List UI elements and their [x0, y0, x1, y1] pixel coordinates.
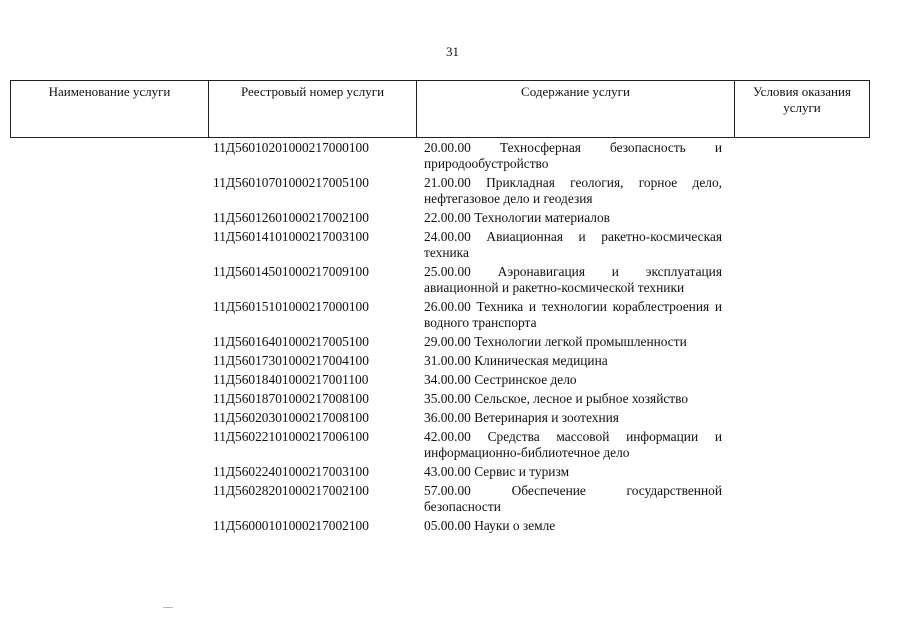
- table-row: [0, 518, 905, 537]
- service-content: 34.00.00 Сестринское дело: [424, 372, 577, 387]
- service-content: 24.00.00 Авиационная и ракетно-космическая техника: [424, 229, 722, 260]
- table-row: [0, 210, 905, 229]
- service-content: 42.00.00 Средства массовой информации и информационно-библиотечное дело: [424, 429, 722, 460]
- table-body: [0, 140, 905, 537]
- service-content: 31.00.00 Клиническая медицина: [424, 353, 608, 368]
- registry-number: 11Д56020301000217008100: [213, 410, 369, 425]
- table-row: [0, 353, 905, 372]
- service-content: 05.00.00 Науки о земле: [424, 518, 556, 533]
- registry-number: 11Д56018401000217001100: [213, 372, 369, 387]
- service-content: 43.00.00 Сервис и туризм: [424, 464, 570, 479]
- registry-number: 11Д56000101000217002100: [213, 518, 369, 533]
- registry-number: 11Д56010201000217000100: [213, 140, 369, 155]
- service-content: 25.00.00 Аэронавигация и эксплуатация авиационной и ракетно-космической техники: [424, 264, 722, 295]
- table-row: [0, 429, 905, 464]
- table-row: [0, 372, 905, 391]
- table-row: [0, 391, 905, 410]
- table-header: [10, 80, 870, 138]
- table-row: [0, 334, 905, 353]
- service-content: 57.00.00 Обеспечение государственной безопасности: [424, 483, 722, 514]
- service-content: 22.00.00 Технологии материалов: [424, 210, 610, 225]
- registry-number: 11Д56022401000217003100: [213, 464, 369, 479]
- page-number: 31: [446, 44, 459, 59]
- header-service-conditions: Условия оказания услуги: [753, 84, 851, 115]
- registry-number: 11Д56014501000217009100: [213, 264, 369, 279]
- header-registry-number: Реестровый номер услуги: [209, 81, 417, 137]
- table-row: [0, 299, 905, 334]
- service-content: 35.00.00 Сельское, лесное и рыбное хозяйство: [424, 391, 689, 406]
- table-row: [0, 264, 905, 299]
- table-row: [0, 140, 905, 175]
- service-content: 20.00.00 Техносферная безопасность и природообустройство: [424, 140, 722, 171]
- service-content: 29.00.00 Технологии легкой промышленности: [424, 334, 687, 349]
- table-row: [0, 464, 905, 483]
- registry-number: 11Д56010701000217005100: [213, 175, 369, 190]
- service-content: 21.00.00 Прикладная геология, горное дело, нефтегазовое дело и геодезия: [424, 175, 722, 206]
- table-row: [0, 483, 905, 518]
- header-service-name: Наименование услуги: [11, 81, 209, 137]
- margin-mark: [163, 607, 173, 608]
- header-service-content: Содержание услуги: [417, 81, 735, 137]
- registry-number: 11Д56014101000217003100: [213, 229, 369, 244]
- table-row: [0, 175, 905, 210]
- registry-number: 11Д56012601000217002100: [213, 210, 369, 225]
- service-content: 36.00.00 Ветеринария и зоотехния: [424, 410, 619, 425]
- table-row: [0, 410, 905, 429]
- table-row: [0, 229, 905, 264]
- registry-number: 11Д56022101000217006100: [213, 429, 369, 444]
- registry-number: 11Д56015101000217000100: [213, 299, 369, 314]
- service-content: 26.00.00 Техника и технологии кораблестроения и водного транспорта: [424, 299, 722, 330]
- registry-number: 11Д56028201000217002100: [213, 483, 369, 498]
- registry-number: 11Д56017301000217004100: [213, 353, 369, 368]
- registry-number: 11Д56016401000217005100: [213, 334, 369, 349]
- registry-number: 11Д56018701000217008100: [213, 391, 369, 406]
